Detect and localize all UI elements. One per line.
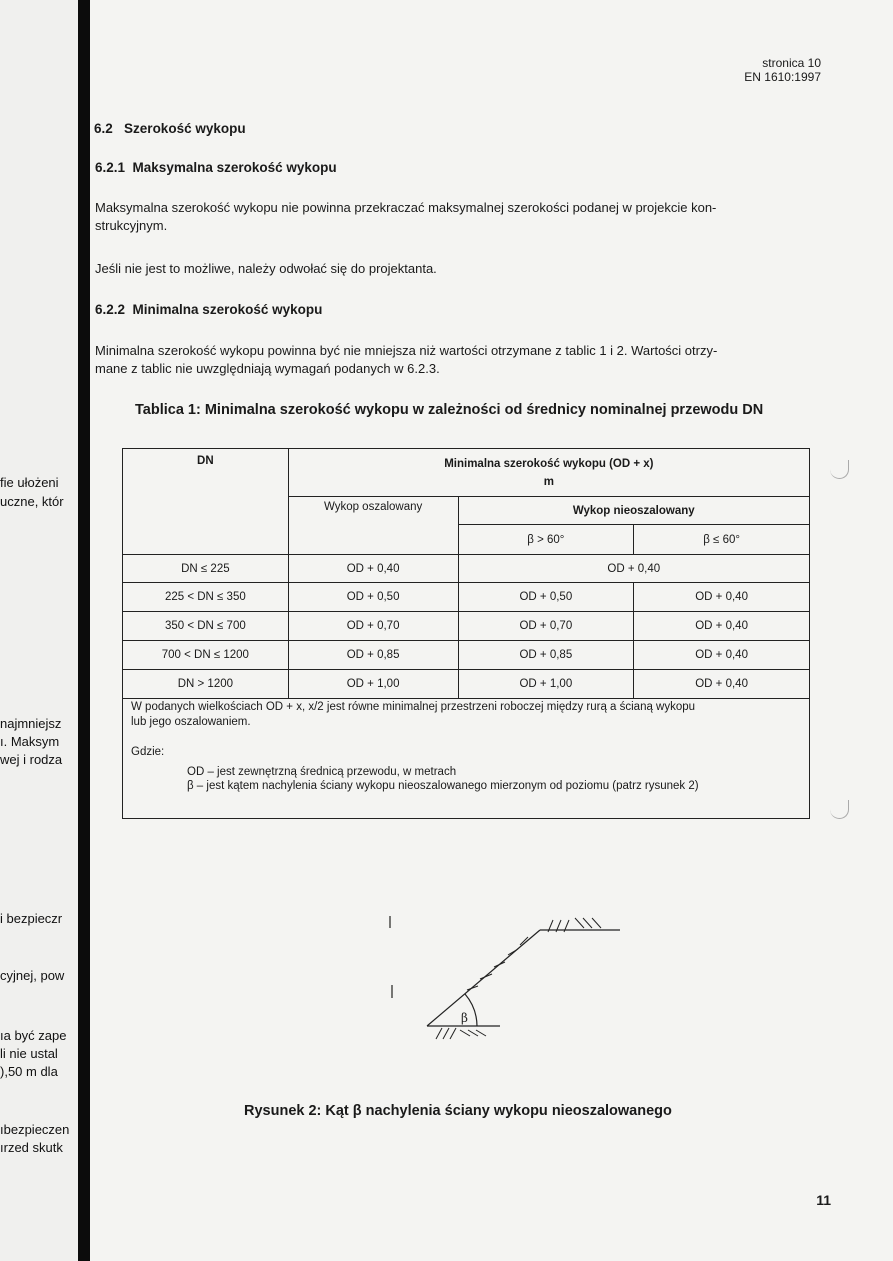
punch-hole-mark [830,460,849,479]
cell-unsheeted: OD + 0,40 [458,555,810,583]
text-line: strukcyjnym. [95,218,168,233]
header-unsheeted: Wykop nieoszalowany [458,497,810,525]
cell-beta-gt-60: OD + 1,00 [458,670,634,699]
paragraph-designer: Jeśli nie jest to możliwe, należy odwołać się do projektanta. [95,261,437,276]
header-sheeted: Wykop oszalowany [288,497,458,555]
text-line: Maksymalna szerokość wykopu nie powinna przekraczać maksymalnej szerokości podanej w projekcie kon- [95,200,717,215]
cell-beta-le-60: OD + 0,40 [634,583,810,612]
note-line: lub jego oszalowaniem. [131,716,251,728]
header-dn: DN [123,449,289,555]
fragment-line: uczne, któr [0,494,64,509]
section-title: Szerokość wykopu [124,121,246,136]
fragment-line: ıa być zape [0,1028,67,1043]
cell-beta-le-60: OD + 0,40 [634,641,810,670]
cell-sheeted: OD + 0,40 [288,555,458,583]
text-line: mane z tablic nie uwzględniają wymagań podanych w 6.2.3. [95,361,440,376]
header-unit: m [543,475,554,488]
note-od: OD – jest zewnętrzną średnicą przewodu, w metrach [187,766,457,778]
beta-symbol: β [461,1011,468,1025]
section-number: 6.2.1 [95,160,126,175]
section-title: Maksymalna szerokość wykopu [132,160,337,175]
cell-beta-gt-60: OD + 0,50 [458,583,634,612]
cell-dn: DN > 1200 [123,670,289,699]
section-title: Minimalna szerokość wykopu [132,302,323,317]
fragment-line: ı. Maksym [0,734,60,749]
cell-dn: 350 < DN ≤ 700 [123,612,289,641]
page-number: 11 [816,1192,831,1208]
fragment-line: ),50 m dla [0,1064,58,1079]
cell-sheeted: OD + 0,85 [288,641,458,670]
cell-sheeted: OD + 0,70 [288,612,458,641]
cell-beta-gt-60: OD + 0,85 [458,641,634,670]
header-beta-le-60: β ≤ 60° [634,525,810,555]
standard-label: EN 1610:1997 [744,70,821,84]
note-line: W podanych wielkościach OD + x, x/2 jest równe minimalnej przestrzeni roboczej między rurą a ścianą wykopu [131,701,696,713]
header-beta-gt-60: β > 60° [458,525,634,555]
section-number: 6.2 [94,121,113,136]
cell-sheeted: OD + 1,00 [288,670,458,699]
cell-beta-le-60: OD + 0,40 [634,612,810,641]
text-line: Minimalna szerokość wykopu powinna być nie mniejsza niż wartości otrzymane z tablic 1 i 2. Wartości otrzy- [95,343,718,358]
table-title: Tablica 1: Minimalna szerokość wykopu w zależności od średnicy nominalnej przewodu DN [135,402,764,418]
cell-beta-gt-60: OD + 0,70 [458,612,634,641]
cell-dn: DN ≤ 225 [123,555,289,583]
fragment-line: wej i rodza [0,752,63,767]
fragment-line: cyjnej, pow [0,968,65,983]
fragment-line: ırzed skutk [0,1140,63,1155]
cell-sheeted: OD + 0,50 [288,583,458,612]
note-beta: β – jest kątem nachylenia ściany wykopu nieoszalowanego mierzonym od poziomu (patrz rysunek 2) [187,780,699,792]
note-where: Gdzie: [131,746,165,758]
fragment-line: fie ułożeni [0,475,59,490]
header-min-width-label: Minimalna szerokość wykopu (OD + x) [444,457,654,470]
page-label: stronica 10 [762,56,821,70]
cell-beta-le-60: OD + 0,40 [634,670,810,699]
fragment-line: li nie ustal [0,1046,58,1061]
fragment-line: najmniejsz [0,716,62,731]
fragment-line: i bezpieczr [0,911,63,926]
punch-hole-mark [830,800,849,819]
cell-dn: 700 < DN ≤ 1200 [123,641,289,670]
fragment-line: ıbezpieczen [0,1122,70,1137]
figure-caption: Rysunek 2: Kąt β nachylenia ściany wykopu nieoszalowanego [244,1103,672,1119]
cell-dn: 225 < DN ≤ 350 [123,583,289,612]
section-number: 6.2.2 [95,302,126,317]
